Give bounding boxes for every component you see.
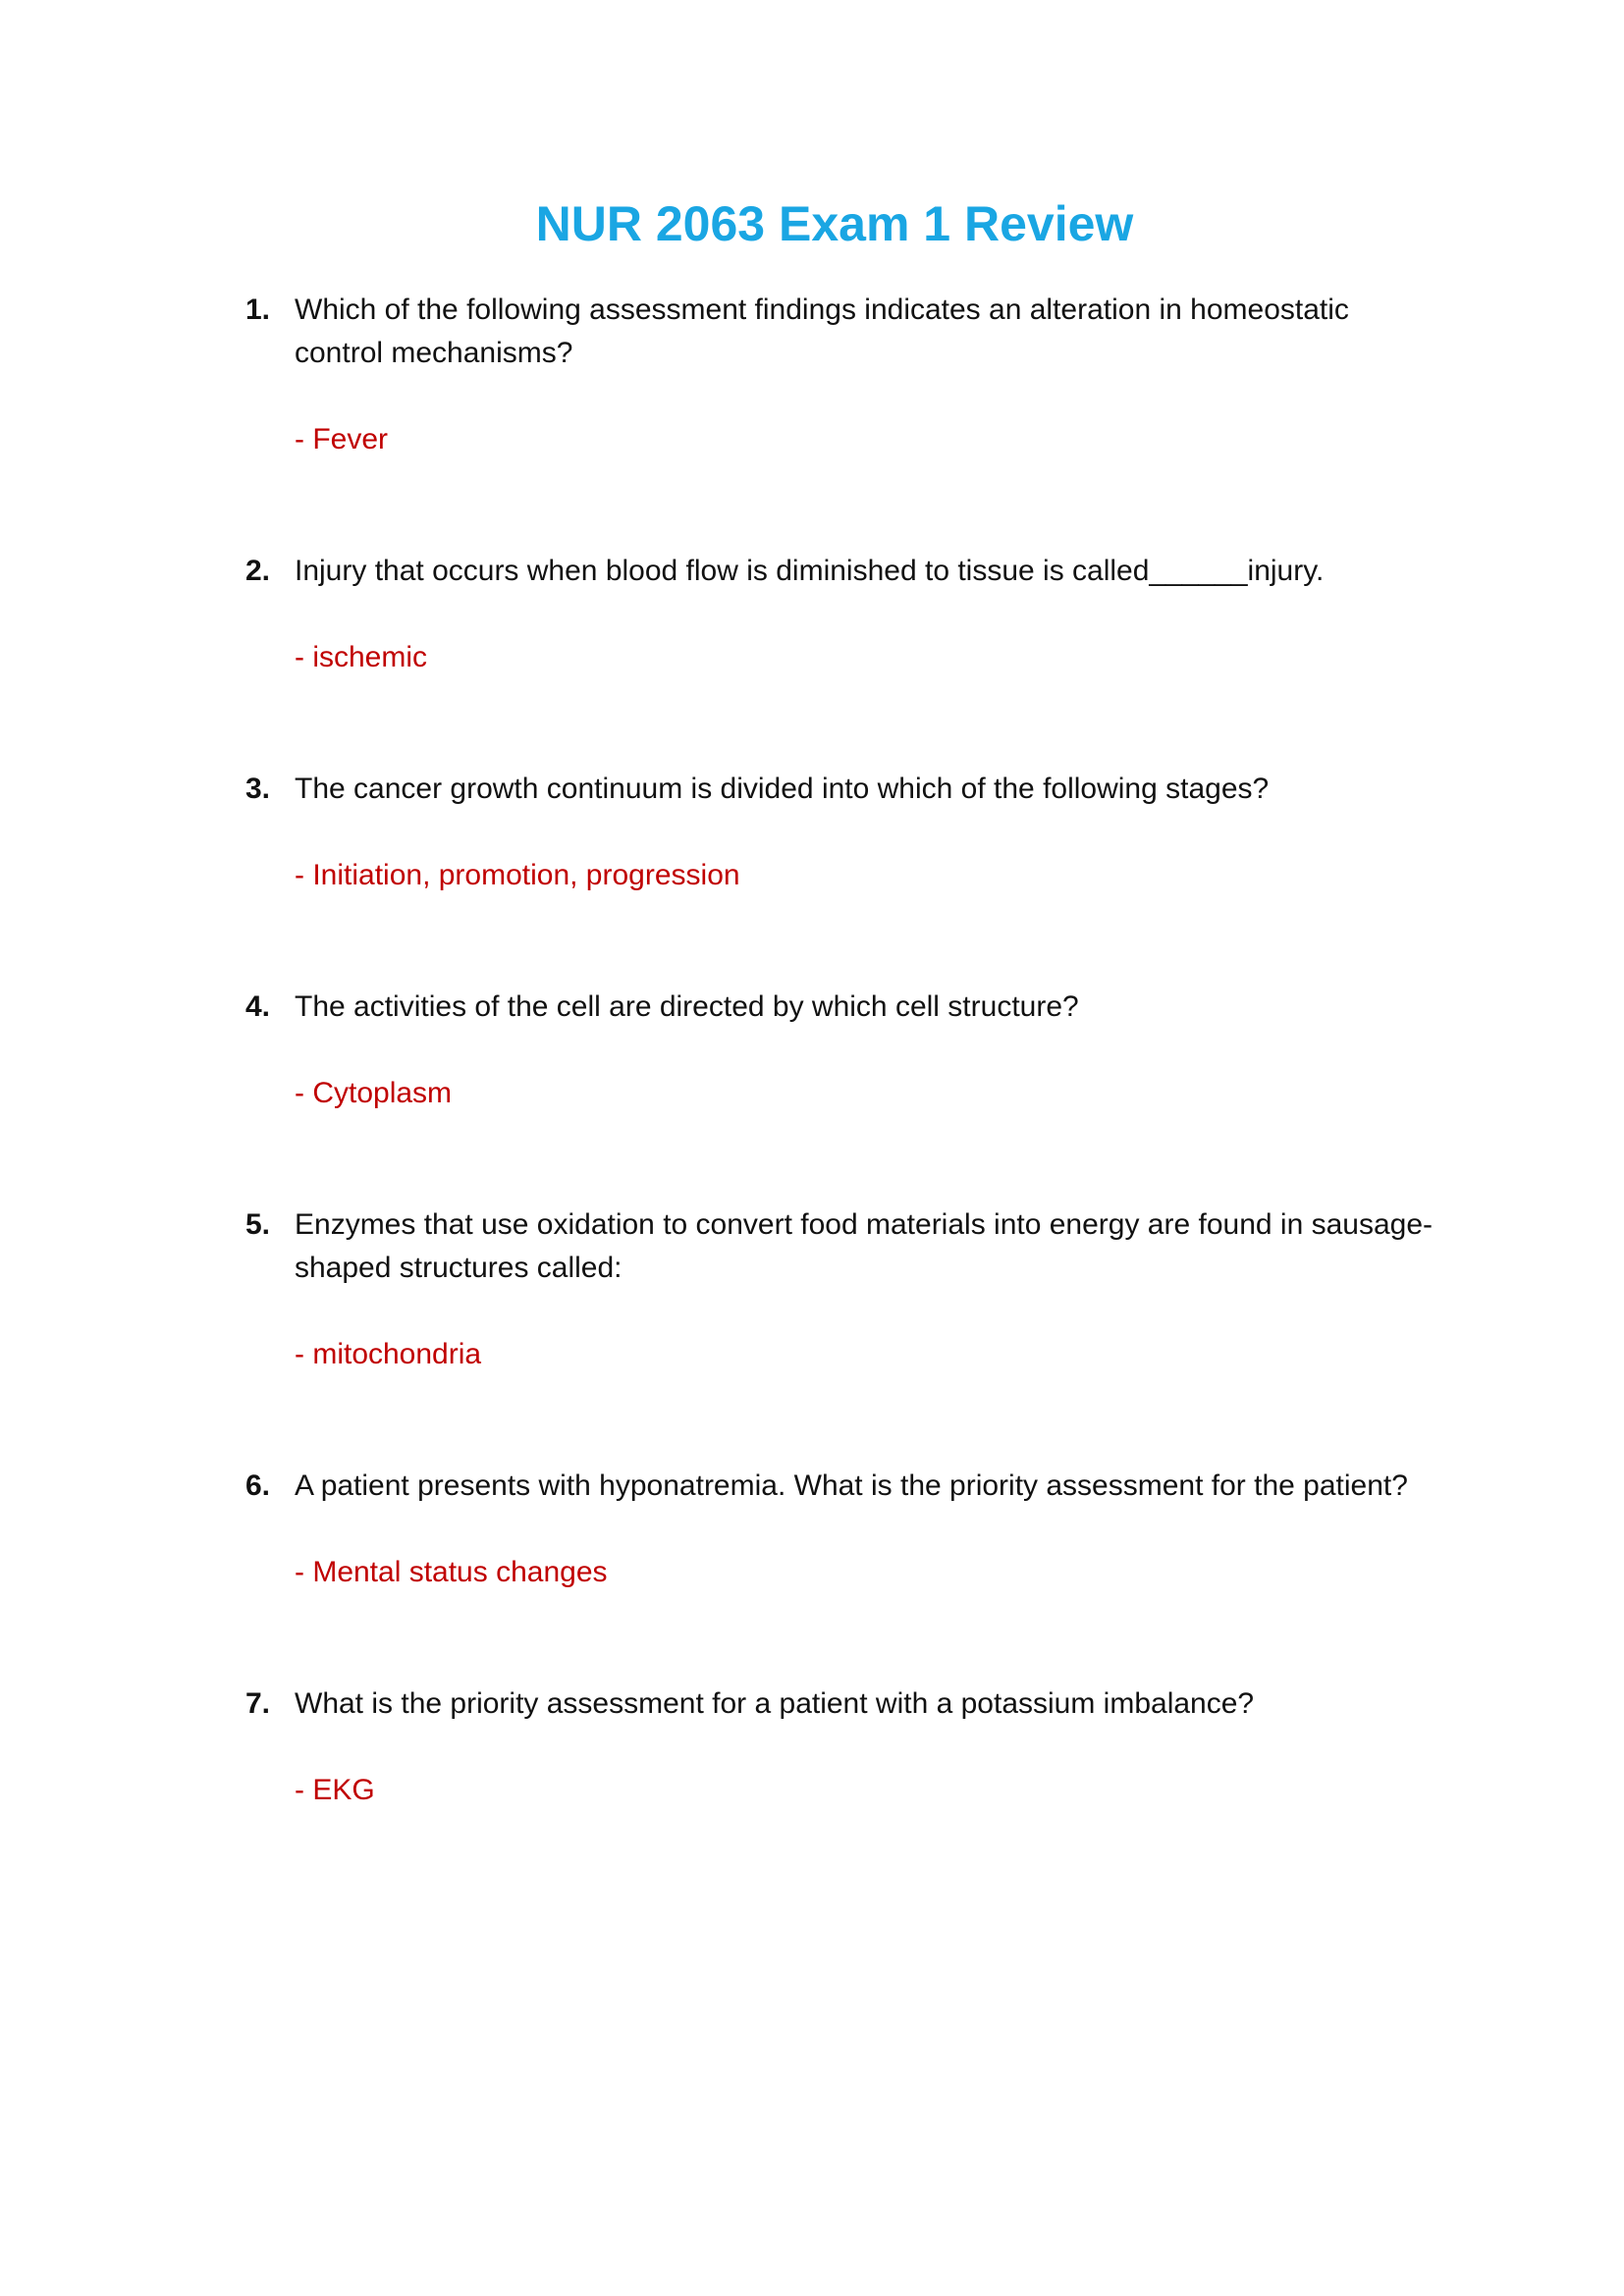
question-item-3 — [245, 768, 1473, 897]
question-text: What is the priority assessment for a patient with a potassium imbalance? — [295, 1687, 1255, 1720]
answer-text: - Fever — [295, 423, 389, 455]
question-number: 4. — [245, 990, 271, 1023]
question-number: 6. — [245, 1469, 271, 1502]
answer-text: - EKG — [295, 1774, 375, 1806]
question-item-2 — [245, 550, 1473, 679]
question-text: Injury that occurs when blood flow is diminished to tissue is called______injury. — [295, 555, 1325, 587]
question-item-1 — [245, 289, 1473, 461]
question-text: The activities of the cell are directed by which cell structure? — [295, 990, 1079, 1023]
question-item-7 — [245, 1682, 1473, 1812]
question-number: 2. — [245, 555, 271, 587]
question-number: 3. — [245, 773, 271, 805]
question-number: 1. — [245, 294, 271, 326]
answer-text: - ischemic — [295, 641, 428, 673]
question-text: Enzymes that use oxidation to convert food materials into energy are found in sausage-shaped structures called: — [295, 1208, 1433, 1284]
question-text: A patient presents with hyponatremia. What is the priority assessment for the patient? — [295, 1469, 1408, 1502]
answer-text: - Initiation, promotion, progression — [295, 859, 740, 891]
question-text: Which of the following assessment findings indicates an alteration in homeostatic control mechanisms? — [295, 294, 1349, 369]
document-title: NUR 2063 Exam 1 Review — [535, 196, 1134, 251]
question-item-6 — [245, 1465, 1473, 1594]
question-number: 7. — [245, 1687, 271, 1720]
question-text: The cancer growth continuum is divided into which of the following stages? — [295, 773, 1270, 805]
answer-text: - Cytoplasm — [295, 1077, 453, 1109]
question-item-4 — [245, 986, 1473, 1115]
question-number: 5. — [245, 1208, 271, 1241]
answer-text: - Mental status changes — [295, 1556, 608, 1588]
question-item-5 — [245, 1203, 1473, 1376]
answer-text: - mitochondria — [295, 1338, 482, 1370]
